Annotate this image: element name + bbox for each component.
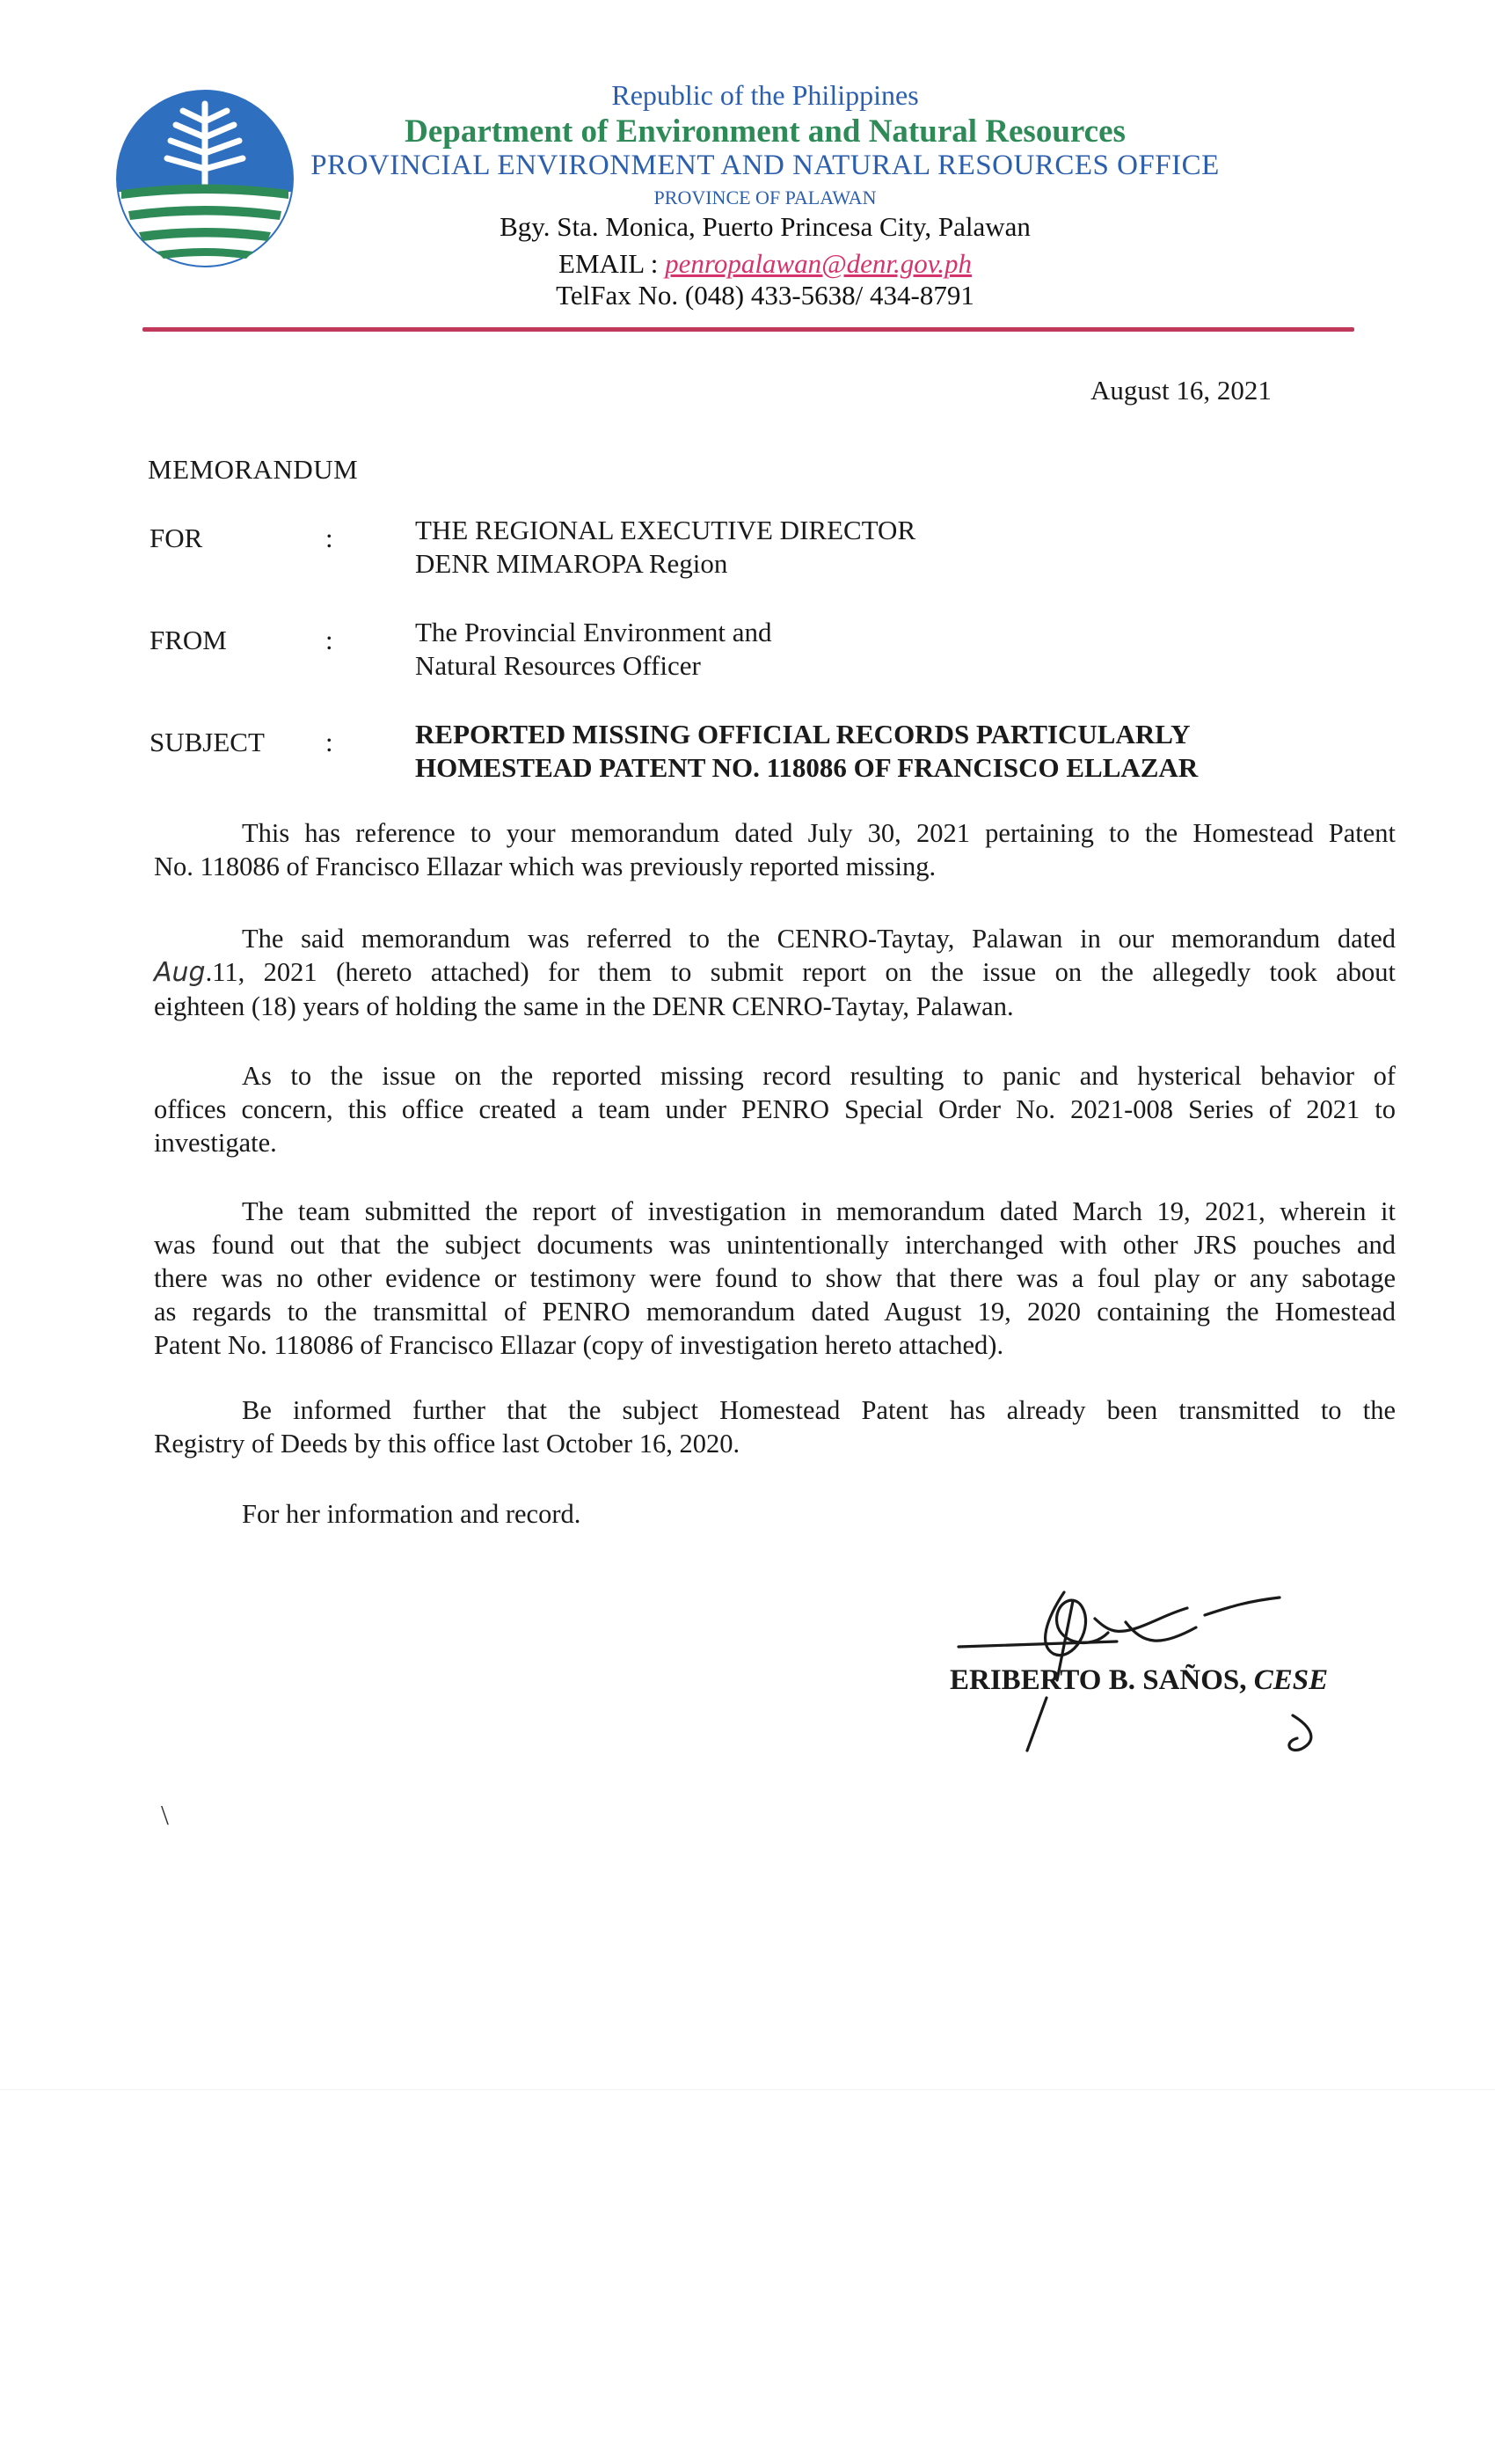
paragraph-2-line-1: The said memorandum was referred to the CENRO-Taytay, Palawan in our memorandum dated: [242, 924, 1396, 954]
for-value: [415, 514, 915, 581]
for-line-1: THE REGIONAL EXECUTIVE DIRECTOR: [415, 515, 916, 545]
signature-icon: [941, 1566, 1381, 1759]
signatory-name: [950, 1664, 1328, 1697]
signatory-full-name: ERIBERTO B. SAÑOS,: [950, 1664, 1254, 1696]
email-label: EMAIL :: [558, 248, 666, 279]
handwritten-month: Aug: [154, 957, 206, 988]
letterhead-address: Bgy. Sta. Monica, Puerto Princesa City, Palawan: [500, 211, 1031, 242]
paragraph-3-line-3: investigate.: [154, 1128, 277, 1158]
paragraph-2-line-3: eighteen (18) years of holding the same in the DENR CENRO-Taytay, Palawan.: [154, 991, 1014, 1021]
paragraph-4: [154, 1195, 1396, 1362]
paragraph-5-line-2: Registry of Deeds by this office last October 16, 2020.: [154, 1429, 740, 1459]
letterhead-office: PROVINCIAL ENVIRONMENT AND NATURAL RESOURCES OFFICE: [310, 150, 1220, 181]
for-colon: :: [325, 523, 333, 553]
stray-mark: \: [161, 1799, 169, 1831]
paragraph-4-line-5: Patent No. 118086 of Francisco Ellazar (copy of investigation hereto attached).: [154, 1330, 1004, 1360]
for-line-2: DENR MIMAROPA Region: [415, 548, 728, 579]
paragraph-6-line-1: For her information and record.: [242, 1499, 581, 1529]
from-line-2: Natural Resources Officer: [415, 650, 701, 681]
paragraph-1: [154, 816, 1396, 883]
letterhead-divider: [142, 327, 1354, 332]
from-value: [415, 616, 771, 683]
memo-title: MEMORANDUM: [148, 454, 359, 485]
letterhead-email-line: [290, 248, 1240, 280]
paragraph-3-line-2: offices concern, this office created a team under PENRO Special Order No. 2021-008 Series of 2021 to: [154, 1094, 1396, 1124]
paragraph-2: [154, 922, 1396, 1023]
paragraph-3: [154, 1059, 1396, 1159]
paragraph-5: [154, 1393, 1396, 1460]
from-label: FROM: [150, 625, 227, 655]
email-link[interactable]: penropalawan@denr.gov.ph: [665, 248, 972, 279]
subject-colon: :: [325, 727, 333, 757]
paragraph-4-line-3: there was no other evidence or testimony were found to show that there was a foul play or any sabotage: [154, 1263, 1396, 1293]
paragraph-4-line-2: was found out that the subject documents was unintentionally interchanged with other JRS pouches and: [154, 1230, 1396, 1260]
letterhead-telfax: TelFax No. (048) 433-5638/ 434-8791: [556, 280, 974, 311]
paragraph-5-line-1: Be informed further that the subject Homestead Patent has already been transmitted to the: [242, 1395, 1396, 1425]
letterhead-province: PROVINCE OF PALAWAN: [653, 186, 877, 208]
letterhead-department: Department of Environment and Natural Resources: [405, 113, 1126, 150]
paragraph-6: [154, 1497, 1396, 1531]
paragraph-1-line-1: This has reference to your memorandum dated July 30, 2021 pertaining to the Homestead Patent: [242, 818, 1396, 848]
paragraph-4-line-1: The team submitted the report of investigation in memorandum dated March 19, 2021, wherein it: [242, 1196, 1396, 1226]
subject-value: [415, 718, 1198, 785]
from-colon: :: [325, 625, 333, 655]
from-line-1: The Provincial Environment and: [415, 617, 772, 647]
subject-line-1: REPORTED MISSING OFFICIAL RECORDS PARTICULARLY: [415, 719, 1191, 749]
letterhead-republic: Republic of the Philippines: [611, 79, 919, 111]
memo-date: August 16, 2021: [1090, 375, 1272, 406]
paragraph-2-line-2: [154, 955, 1396, 990]
denr-logo-icon: [113, 86, 297, 271]
for-label: FOR: [150, 523, 203, 553]
paragraph-2-line-2-text: .11, 2021 (hereto attached) for them to submit report on the issue on the allegedly took about: [205, 957, 1396, 987]
subject-line-2: HOMESTEAD PATENT NO. 118086 OF FRANCISCO ELLAZAR: [415, 752, 1199, 783]
paragraph-1-line-2: No. 118086 of Francisco Ellazar which was previously reported missing.: [154, 852, 937, 881]
paragraph-4-line-4: as regards to the transmittal of PENRO memorandum dated August 19, 2020 containing the Homestead: [154, 1297, 1396, 1327]
subject-label: SUBJECT: [150, 727, 265, 757]
paragraph-3-line-1: As to the issue on the reported missing record resulting to panic and hysterical behavior of: [242, 1061, 1396, 1091]
blank-scan-area: [0, 2089, 1495, 2464]
signatory-title: CESE: [1253, 1664, 1329, 1696]
